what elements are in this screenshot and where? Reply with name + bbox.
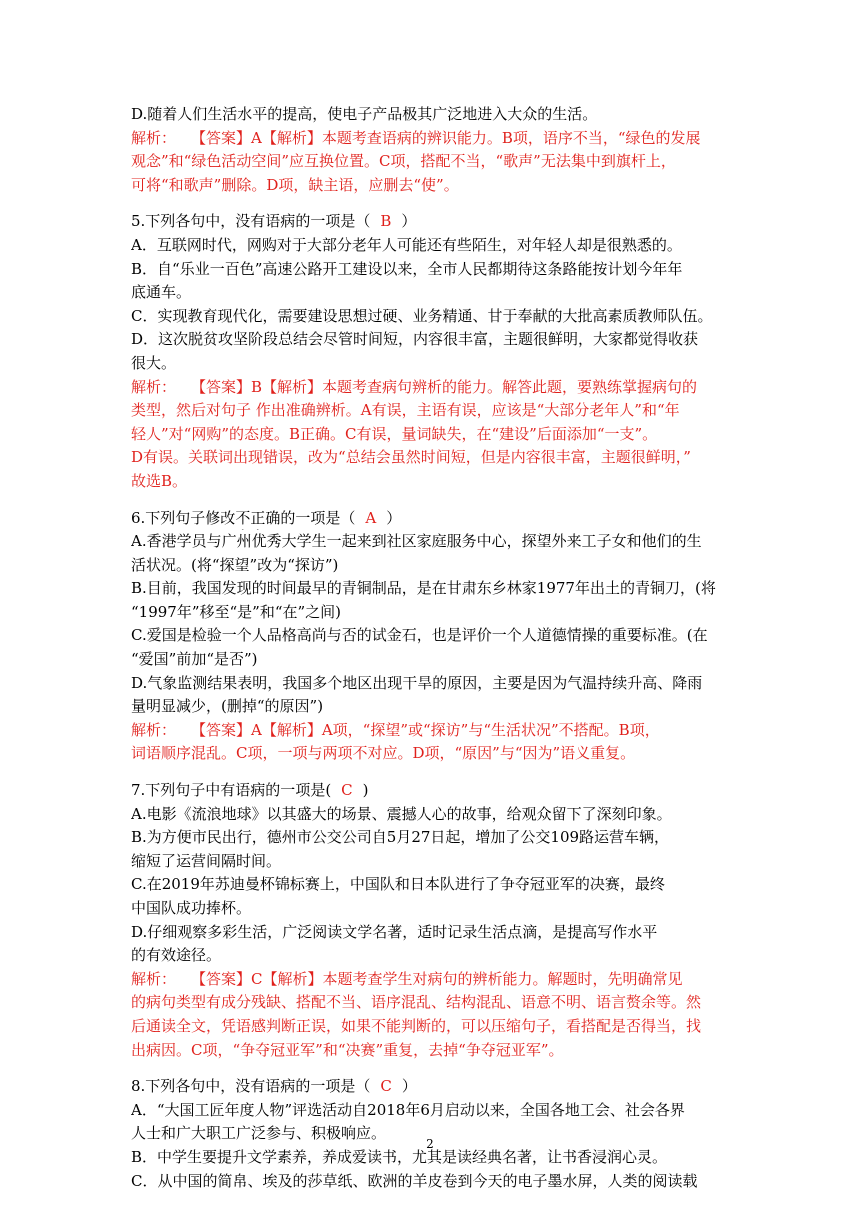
q4-option-d: D.随着人们生活水平的提高，使电子产品极其广泛地进入大众的生活。: [131, 105, 598, 123]
q6-stem-end: ）: [386, 508, 402, 527]
q6-option-line: “爱国”前加“是否”): [131, 650, 258, 669]
q7-option-line: 缩短了运营间隔时间。: [131, 851, 282, 870]
q7-option-line: A.电影《流浪地球》以其盛大的场景、震撼人心的故事，给观众留下了深刻印象。: [131, 804, 672, 823]
q5-analysis-line: 故选B。: [131, 471, 188, 490]
q8-option-line: B．中学生要提升文学素养，养成爱读书，尤其是读经典名著，让书香浸润心灵。: [131, 1147, 668, 1166]
q4-analysis-line: 观念”和“绿色活动空间”应互换位置。C项，搭配不当，“歌声”无法集中到旗杆上，: [131, 152, 676, 171]
q6-option-line: D.气象监测结果表明，我国多个地区出现干旱的原因，主要是因为气温持续升高、降雨: [131, 673, 703, 692]
q6-analysis-line: 词语顺序混乱。C项，一项与两项不对应。D项，“原因”与“因为”语义重复。: [131, 744, 636, 763]
q5-analysis-line: D有误。关联词出现错误，改为“总结会虽然时间短，但是内容很丰富，主题很鲜明，”: [131, 448, 691, 467]
q7-answer: C: [341, 781, 353, 800]
q8-answer: C: [380, 1077, 392, 1096]
q6-stem-text-2: 确的一项是（: [265, 508, 356, 527]
q5-stem-text: 5.下列各句中，没有语病的一项是（: [131, 212, 371, 231]
q5-stem: [131, 210, 737, 234]
q7-option-line: 中国队成功捧杯。: [131, 899, 252, 917]
q6-option-line: 活状况。(将“探望”改为“探访”): [131, 555, 339, 574]
q5-option-line: A．互联网时代，网购对于大部分老年人可能还有些陌生，对年轻人却是很熟悉的。: [131, 235, 682, 254]
q8-stem: [131, 1075, 737, 1099]
q4-analysis-line: 解析： 【答案】A【解析】本题考查语病的辨识能力。B项，语序不当，“绿色的发展: [131, 128, 701, 147]
q5-analysis-line: 轻人”对“网购”的态度。B正确。C有误，量词缺失，在“建设”后面添加“一支”。: [131, 424, 658, 443]
q6-option-line: A.香港学员与广州优秀大学生一起来到社区家庭服务中心，探望外来工子女和他们的生: [131, 532, 702, 551]
q5-analysis-line: 解析： 【答案】B【解析】本题考查病句辨析的能力。解答此题，要熟练掌握病句的: [131, 377, 698, 396]
q7-stem: [131, 779, 737, 803]
q8-option-line: A．“大国工匠年度人物”评选活动自2018年6月启动以来，全国各地工会、社会各界: [131, 1100, 685, 1119]
q6-option-line: C.爱国是检验一个人品格高尚与否的试金石，也是评价一个人道德情操的重要标准。(在: [131, 626, 708, 645]
q7-option-line: C.在2019年苏迪曼杯锦标赛上，中国队和日本队进行了争夺冠亚军的决赛，最终: [131, 875, 665, 894]
q7-analysis-line: 出病因。C项，“争夺冠亚军”和“决赛”重复，去掉“争夺冠亚军”。: [131, 1040, 564, 1059]
page-number: 2: [426, 1137, 434, 1151]
q7-option-line: D.仔细观察多彩生活，广泛阅读文学名著，适时记录生活点滴，是提高写作水平: [131, 922, 658, 941]
q5-stem-end: ）: [401, 212, 417, 231]
q8-option-line: 人士和广大职工广泛参与、积极响应。: [131, 1124, 387, 1143]
q7-analysis-line: 解析： 【答案】C【解析】本题考查学生对病句的辨析能力。解题时，先明确常见: [131, 969, 683, 988]
q7-option-line: B.为方便市民出行，德州市公交公司自5月27日起，增加了公交109路运营车辆，: [131, 828, 670, 847]
q5-option-line: 底通车。: [131, 283, 192, 302]
q8-stem-text: 8.下列各句中，没有语病的一项是（: [131, 1077, 371, 1096]
q6-stem: [131, 507, 737, 531]
q6-emphasis-text: 不正: [235, 508, 266, 527]
q6-option-line: B.目前，我国发现的时间最早的青铜制品，是在甘肃东乡林家1977年出土的青铜刀，(将: [131, 579, 716, 598]
q6-option-line: “1997年”移至“是”和“在”之间): [131, 602, 342, 621]
q4-analysis-line: 可将“和歌声”删除。D项，缺主语，应删去“使”。: [131, 175, 459, 194]
page-content: [131, 103, 737, 1193]
q7-stem-text: 7.下列句子中有语病的一项是(: [131, 781, 332, 800]
q6-answer: A: [365, 508, 377, 527]
q6-option-line: 量明显减少，(删掉“的原因”): [131, 697, 324, 716]
q5-option-line: B．自“乐业一百色”高速公路开工建设以来，全市人民都期待这条路能按计划今年年: [131, 259, 683, 278]
q5-analysis-line: 类型，然后对句子 作出准确辨析。A有误，主语有误，应该是“大部分老年人”和“年: [131, 401, 680, 420]
q5-answer: B: [380, 212, 392, 231]
q8-stem-end: ）: [401, 1077, 417, 1096]
q5-option-line: C．实现教育现代化，需要建设思想过硬、业务精通、甘于奉献的大批高素质教师队伍。: [131, 306, 713, 325]
q7-analysis-line: 的病句类型有成分残缺、搭配不当、语序混乱、结构混乱、语意不明、语言赘余等。然: [131, 993, 702, 1012]
q7-stem-end: ): [362, 781, 369, 800]
q6-stem-text: 6.下列句子修改: [131, 508, 236, 527]
q7-option-line: 的有效途径。: [131, 946, 222, 965]
q7-analysis-line: 后通读全文，凭语感判断正误，如果不能判断的，可以压缩句子，看搭配是否得当，找: [131, 1016, 702, 1035]
q5-option-line: 很大。: [131, 353, 177, 372]
q6-analysis-line: 解析： 【答案】A【解析】A项，“探望”或“探访”与“生活状况”不搭配。B项，: [131, 720, 660, 739]
q8-option-line: C．从中国的简帛、埃及的莎草纸、欧洲的羊皮卷到今天的电子墨水屏，人类的阅读载: [131, 1171, 698, 1190]
q5-option-line: D．这次脱贫攻坚阶段总结会尽管时间短，内容很丰富，主题很鲜明，大家都觉得收获: [131, 330, 699, 349]
